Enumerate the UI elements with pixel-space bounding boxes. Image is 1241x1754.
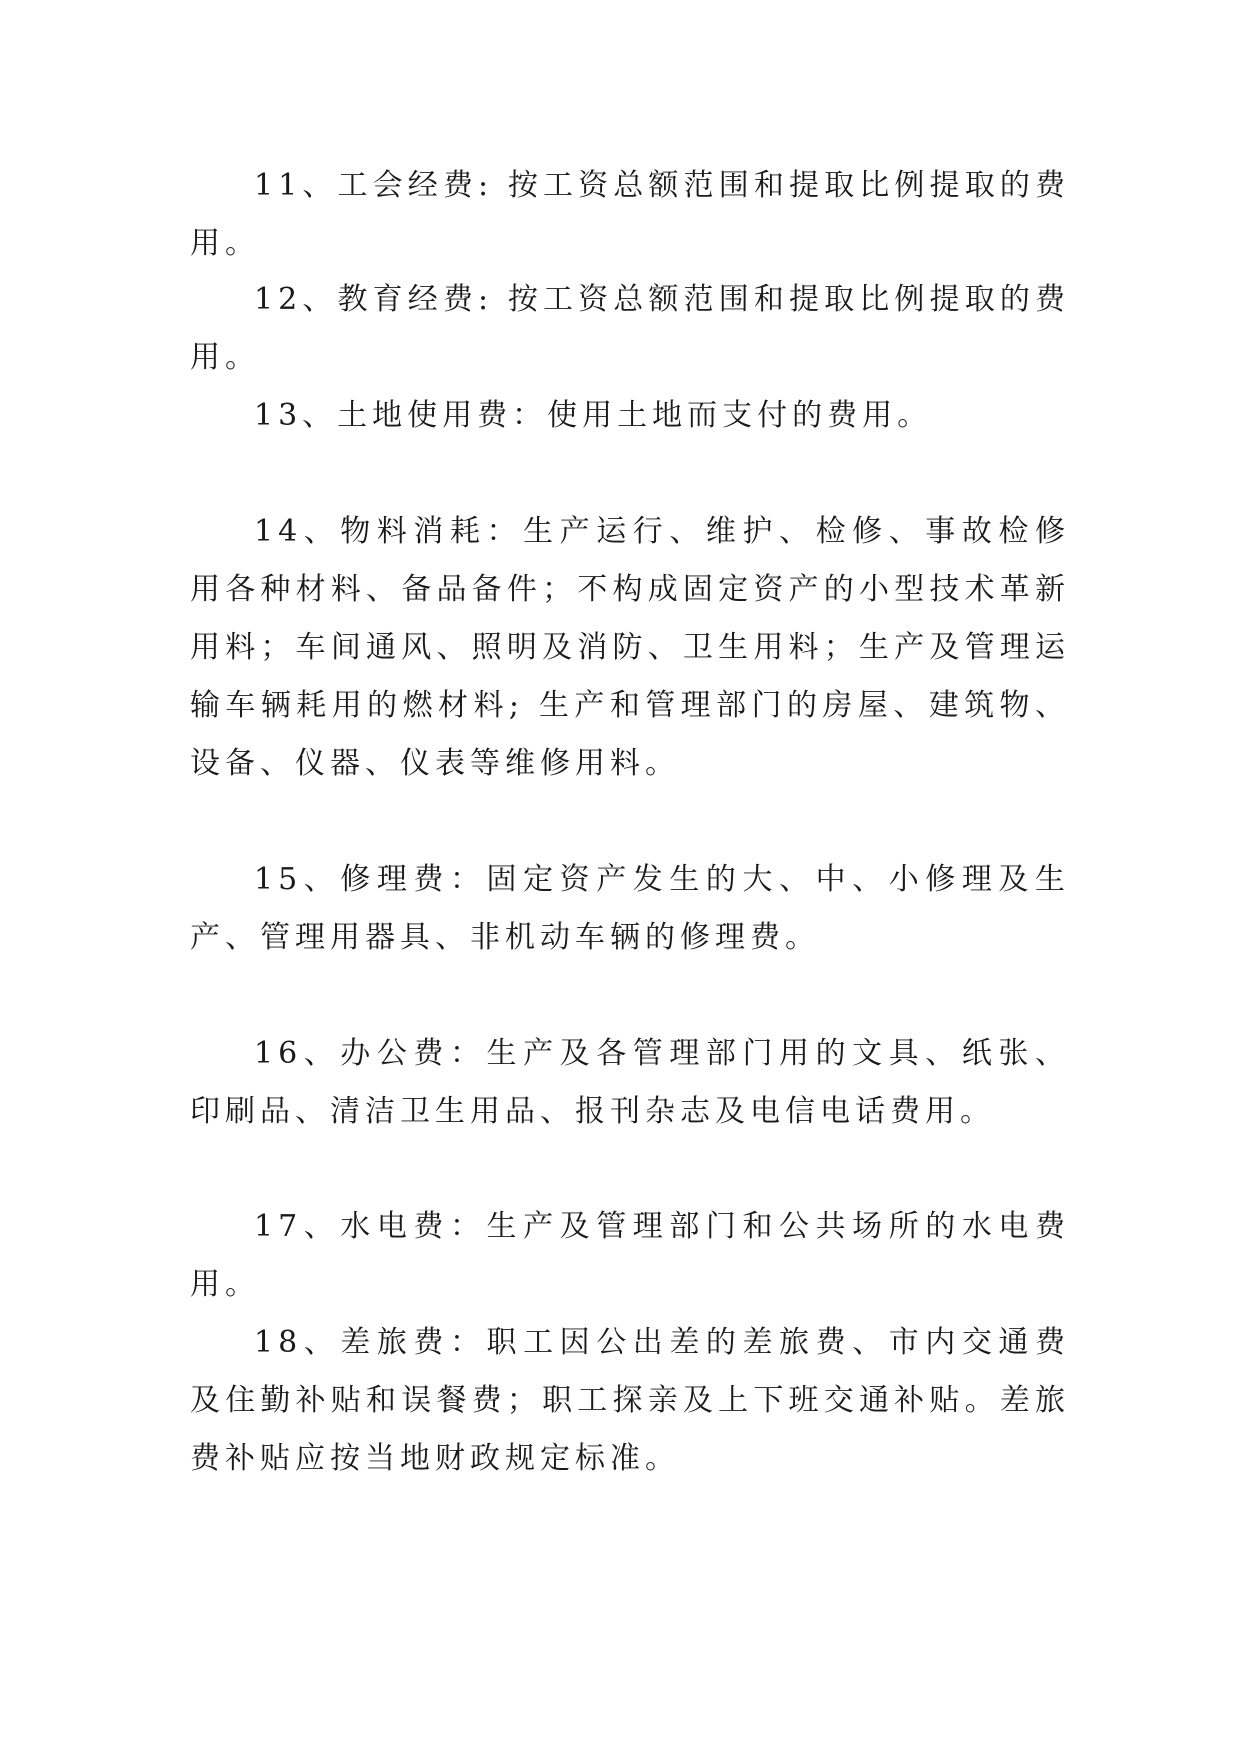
- paragraph-item-13: 13、土地使用费：使用土地而支付的费用。: [254, 398, 933, 433]
- paragraph-item-15: 15、修理费：固定资产发生的大、中、小修理及生产、管理用器具、非机动车辆的修理费。: [190, 862, 1070, 955]
- paragraph-item-11: 11、工会经费: 按工资总额范围和提取比例提取的费用。: [190, 168, 1070, 261]
- paragraph-item-16: 16、办公费：生产及各管理部门用的文具、纸张、印刷品、清洁卫生用品、报刊杂志及电信电话费用。: [190, 1036, 1070, 1129]
- paragraph-item-14: 14、物料消耗：生产运行、维护、检修、事故检修用各种材料、备品备件；不构成固定资产的小型技术革新用料；车间通风、照明及消防、卫生用料；生产及管理运输车辆耗用的燃材料; 生产和管理部门的房屋、建筑物、设备、仪器、仪表等维修用料。: [190, 514, 1070, 781]
- paragraph-item-17: 17、水电费：生产及管理部门和公共场所的水电费用。: [190, 1209, 1070, 1302]
- paragraph-item-18: 18、差旅费：职工因公出差的差旅费、市内交通费及住勤补贴和误餐费；职工探亲及上下班交通补贴。差旅费补贴应按当地财政规定标准。: [190, 1325, 1070, 1476]
- paragraph-item-12: 12、教育经费: 按工资总额范围和提取比例提取的费用。: [190, 282, 1070, 375]
